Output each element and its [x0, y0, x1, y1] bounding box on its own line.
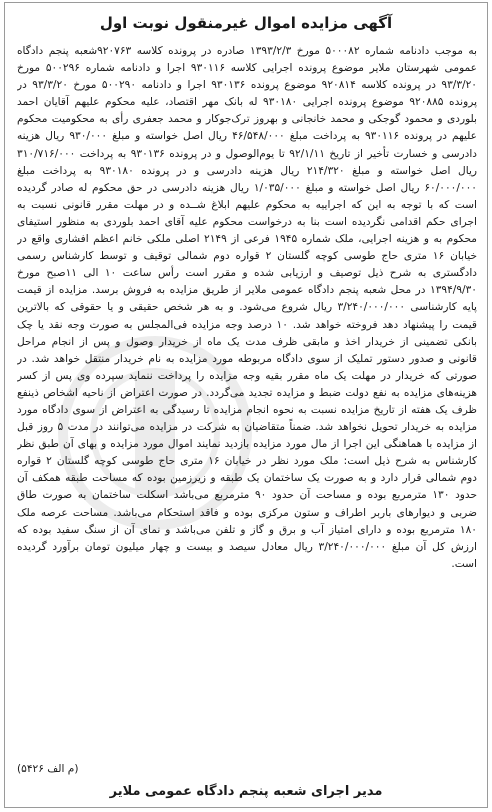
notice-title: آگهی مزایده اموال غیرمنقول نوبت اول [99, 14, 393, 32]
signature-text: مدیر اجرای شعبه پنجم دادگاه عمومی ملایر [109, 784, 383, 799]
notice-signature [5, 781, 487, 803]
reference-code: (م الف ۵۴۲۶) [17, 763, 79, 775]
auction-notice [4, 2, 488, 808]
notice-reference [17, 760, 475, 778]
notice-body-text: به موجب دادنامه شماره ۵۰۰۰۸۲ مورخ ۱۳۹۳/۲/۳ صادره در پرونده کلاسه ۹۲۰۷۶۳شعبه پنجم دادگاه عمومی شهرستان ملایر موضوع پرونده اجرایی کلاسه ۹۳۰۱۱۶ اجرا و دادنامه شماره ۵۰۰۲۹۶ مورخ ۹۳/۳/۲۰ در پرونده کلاسه ۹۲۰۸۱۴ موضوع پرونده ۹۳۰۱۳۶ اجرا و دادنامه ۵۰۰۲۹۰ مورخ ۹۳/۳/۲۰ در پرونده ۹۲۰۸۸۵ موضوع پرونده اجرایی ۹۳۰۱۸۰ له بانک مهر اقتصاد، علیه محکوم علیهم آقایان احمد بلوردی و محمود گوجکی و محمد خانجانی و بهروز ترک‌جوکار و محمد جعفری رأی به محکومیت محکوم علیهم در پرونده ۹۳۰۱۱۶ به پرداخت مبلغ ۴۶/۵۴۸/۰۰۰ ریال اصل خواسته و مبلغ ۹۳۰/۰۰۰ ریال هزینه دادرسی و خسارت تأخیر از تاریخ ۹۲/۱/۱۱ تا یوم‌الوصول و در پرونده ۹۳۰۱۳۶ به پرداخت ۳۱۰/۷۱۶/۰۰۰ ریال اصل خواسته و مبلغ ۲۱۴/۳۲۰ ریال هزینه دادرسی و در پرونده ۹۳۰۱۸۰ به پرداخت مبلغ ۶۰/۰۰۰/۰۰۰ ریال اصل خواسته و مبلغ ۱/۰۳۵/۰۰۰ ریال هزینه دادرسی در حق محکوم له صادر گردیده است که با توجه به این که اجراییه به محکوم علیهم ابلاغ شــده و در مهلت مقرر قانونی نسبت به اجرای حکم اقدامی نگردیده است بنا به درخواست محکوم علیه آقای احمد بلوردی به منظور استیفای محکوم به و هزینه اجرایی، ملک شماره ۱۹۴۵ فرعی از ۲۱۴۹ اصلی ملکی خانم اعظم افشاری واقع در خیابان ۱۶ متری حاج طوسی کوچه گلستان ۲ قواره دوم شمالی توقیف و توسط کارشناس رسمی دادگستری به شرح ذیل توصیف و ارزیابی شده و مقرر است رأس ساعت ۱۰ الی ۱۱صبح مورخ ۱۳۹۴/۹/۳۰ در محل شعبه پنجم دادگاه عمومی ملایر از طریق مزایده به فروش برسد. مزایده از قیمت پایه کارشناسی ۳/۲۴۰/۰۰۰/۰۰۰ ریال شروع می‌شود. و به هر شخص حقیقی و یا حقوقی که بالاترین قیمت را پیشنهاد دهد فروخته خواهد شد. ۱۰ درصد وجه مزایده فی‌المجلس به صورت وجه نقد یا چک بانکی تضمینی از خریدار اخذ و مابقی ظرف مدت یک ماه از خریدار وصول و پس از انجام مراحل قانونی و صدور دستور تملیک از سوی دادگاه مربوطه مورد مزایده به نام خریدار منتقل خواهد شد. در صورتی که خریدار در مهلت یک ماه مقرر بقیه وجه مزایده را پرداخت ننماید سپرده وی پس از کسر هزینه‌های مزایده به نفع دولت ضبط و مزایده تجدید می‌گردد. در صورت اعتراض از ناحیه اشخاص ذینفع ظرف یک هفته از تاریخ مزایده نسبت به نحوه انجام مزایده تا رسیدگی به اعتراض از سوی دادگاه مورد مزایده به خریدار تحویل نخواهد شد. ضمناً متقاضیان به شرکت در مزایده می‌توانند در مدت ۵ روز قبل از مزایده با هماهنگی این اجرا از مال مورد مزایده بازدید نمایند اموال مورد مزایده و بهای آن طبق نظر کارشناس به شرح ذیل است: ملک مورد نظر در خیابان ۱۶ متری حاج طوسی کوچه گلستان ۲ قواره دوم شمالی قرار دارد و به صورت یک ساختمان یک طبقه و زیرزمین بوده که مساحت طبقه همکف آن حدود ۱۳۰ مترمربع بوده و مساحت آن حدود ۹۰ مترمربع می‌باشد اسکلت ساختمان به صورت طاق ضربی و دیوارهای باربر اطراف و ستون مرکزی بوده و فاقد استحکام می‌باشد. مساحت عرصه ملک ۱۸۰ مترمربع بوده و دارای امتیاز آب و برق و گاز و تلفن می‌باشد و نمای آن از سنگ سفید بوده که ارزش کل آن مبلغ ۳/۲۴۰/۰۰۰/۰۰۰ ریال معادل سیصد و بیست و چهار میلیون تومان برآورد گردیده است. [17, 45, 477, 570]
notice-body [17, 43, 477, 759]
notice-heading [5, 9, 487, 37]
